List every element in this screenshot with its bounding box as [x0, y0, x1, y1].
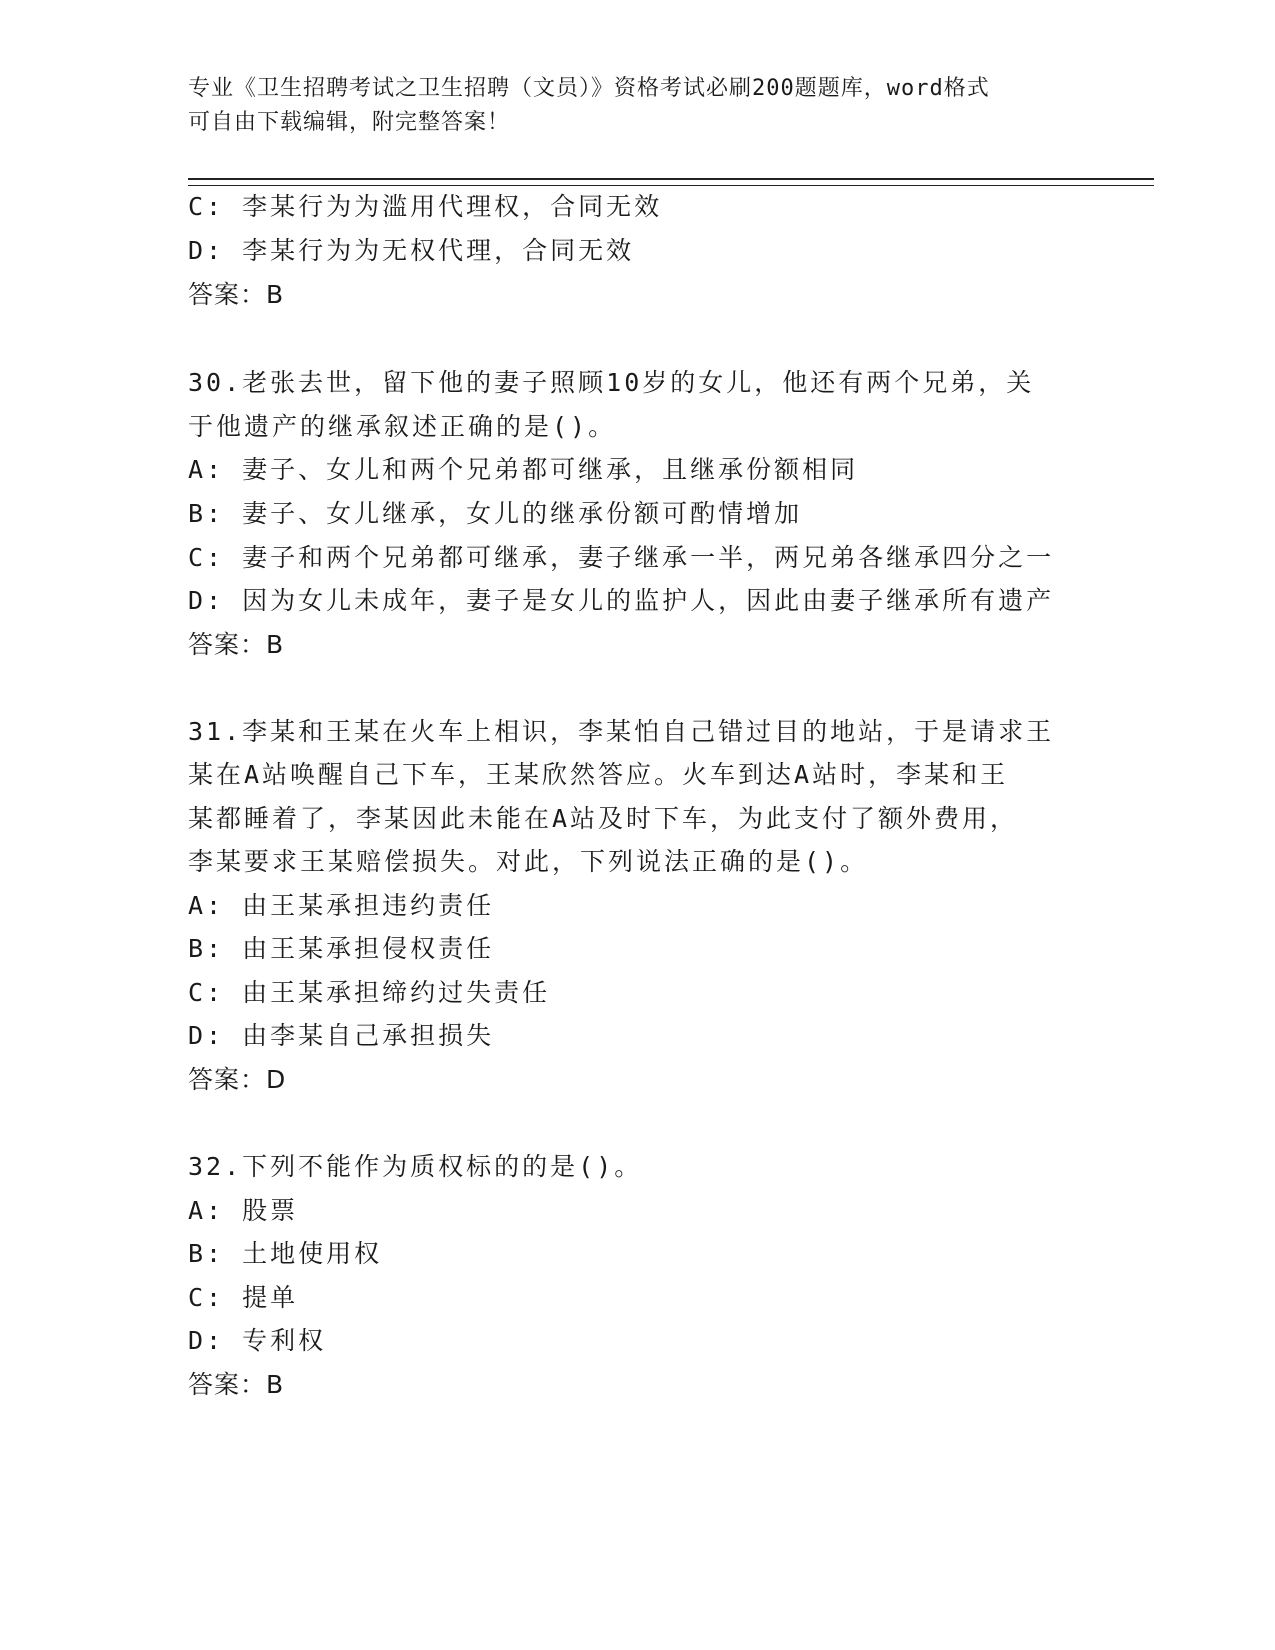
question-stem: 30.老张去世，留下他的妻子照顾10岁的女儿，他还有两个兄弟，关	[188, 368, 1035, 397]
option-c: C: 李某行为为滥用代理权，合同无效	[188, 192, 663, 221]
option-d: D: 因为女儿未成年，妻子是女儿的监护人，因此由妻子继承所有遗产	[188, 586, 1055, 615]
question-stem: 32.下列不能作为质权标的的是()。	[188, 1152, 643, 1181]
option-b: B: 妻子、女儿继承，女儿的继承份额可酌情增加	[188, 499, 803, 528]
question-stem: 某都睡着了，李某因此未能在A站及时下车，为此支付了额外费用，	[188, 804, 1019, 833]
option-d: D: 由李某自己承担损失	[188, 1021, 495, 1050]
option-c: C: 由王某承担缔约过失责任	[188, 978, 551, 1007]
header-title-line-1: 专业《卫生招聘考试之卫生招聘（文员）》资格考试必刷200题题库，word格式	[188, 76, 990, 101]
option-c: C: 提单	[188, 1283, 299, 1312]
option-a: A: 妻子、女儿和两个兄弟都可继承，且继承份额相同	[188, 455, 859, 484]
option-b: B: 由王某承担侵权责任	[188, 934, 495, 963]
question-stem: 李某要求王某赔偿损失。对此，下列说法正确的是()。	[188, 847, 869, 876]
answer: 答案：B	[188, 1370, 285, 1399]
option-d: D: 专利权	[188, 1326, 327, 1355]
answer: 答案：B	[188, 280, 285, 309]
option-a: A: 由王某承担违约责任	[188, 891, 495, 920]
option-d: D: 李某行为为无权代理，合同无效	[188, 236, 635, 265]
answer: 答案：D	[188, 1065, 287, 1094]
option-c: C: 妻子和两个兄弟都可继承，妻子继承一半，两兄弟各继承四分之一	[188, 543, 1055, 572]
question-stem: 于他遗产的继承叙述正确的是()。	[188, 412, 617, 441]
question-stem: 31.李某和王某在火车上相识，李某怕自己错过目的地站，于是请求王	[188, 717, 1055, 746]
header-title-line-2: 可自由下载编辑，附完整答案！	[188, 110, 511, 135]
question-stem: 某在A站唤醒自己下车，王某欣然答应。火车到达A站时，李某和王	[188, 760, 1009, 789]
document-header	[188, 72, 1068, 140]
answer: 答案：B	[188, 630, 285, 659]
option-a: A: 股票	[188, 1196, 299, 1225]
option-b: B: 土地使用权	[188, 1239, 383, 1268]
